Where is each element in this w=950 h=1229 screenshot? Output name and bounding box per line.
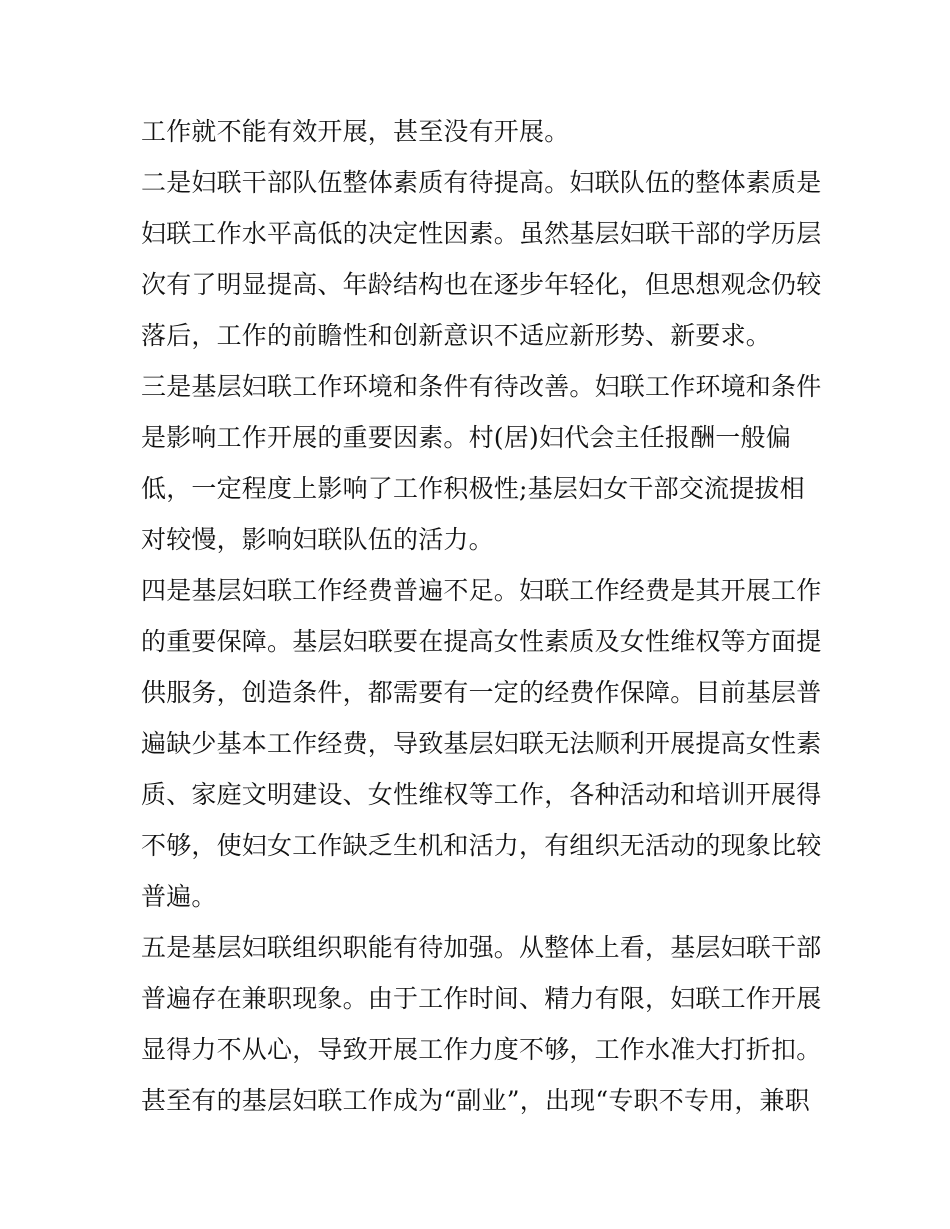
text-line: 供服务，创造条件，都需要有一定的经费作保障。目前基层普 <box>141 678 822 707</box>
body-text <box>141 106 831 1126</box>
text-line: 质、家庭文明建设、女性维权等工作，各种活动和培训开展得 <box>141 780 822 809</box>
text-line: 四是基层妇联工作经费普遍不足。妇联工作经费是其开展工作 <box>141 576 822 605</box>
text-line: 的重要保障。基层妇联要在提高女性素质及女性维权等方面提 <box>141 627 822 656</box>
text-line: 次有了明显提高、年龄结构也在逐步年轻化，但思想观念仍较 <box>141 270 822 299</box>
text-line: 普遍存在兼职现象。由于工作时间、精力有限，妇联工作开展 <box>141 984 822 1013</box>
text-line: 低，一定程度上影响了工作积极性;基层妇女干部交流提拔相 <box>141 474 805 503</box>
text-line: 甚至有的基层妇联工作成为“副业”，出现“专职不专用，兼职 <box>141 1086 810 1115</box>
text-line: 妇联工作水平高低的决定性因素。虽然基层妇联干部的学历层 <box>141 219 822 248</box>
text-line: 三是基层妇联工作环境和条件有待改善。妇联工作环境和条件 <box>141 372 822 401</box>
text-line: 工作就不能有效开展，甚至没有开展。 <box>141 117 570 146</box>
text-line: 对较慢，影响妇联队伍的活力。 <box>141 525 494 554</box>
text-line: 二是妇联干部队伍整体素质有待提高。妇联队伍的整体素质是 <box>141 168 822 197</box>
text-line: 落后，工作的前瞻性和创新意识不适应新形势、新要求。 <box>141 321 772 350</box>
text-line: 显得力不从心，导致开展工作力度不够，工作水准大打折扣。 <box>141 1035 822 1064</box>
text-line: 是影响工作开展的重要因素。村(居)妇代会主任报酬一般偏 <box>141 423 791 452</box>
text-line: 五是基层妇联组织职能有待加强。从整体上看，基层妇联干部 <box>141 933 822 962</box>
text-line: 普遍。 <box>141 882 217 911</box>
text-line: 不够，使妇女工作缺乏生机和活力，有组织无活动的现象比较 <box>141 831 822 860</box>
text-line: 遍缺少基本工作经费，导致基层妇联无法顺利开展提高女性素 <box>141 729 822 758</box>
